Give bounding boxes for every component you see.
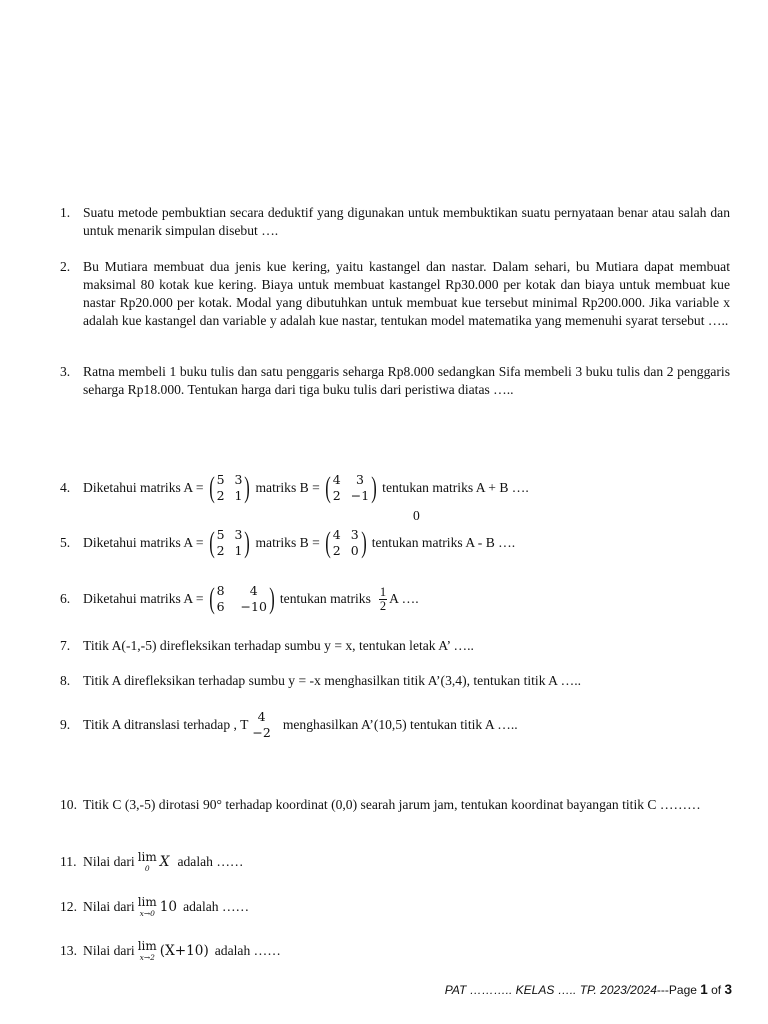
matrix-cell: 3 <box>234 472 243 487</box>
matrix-cell: 2 <box>216 543 225 558</box>
footer-page-current: 1 <box>700 982 708 997</box>
footer-page-total: 3 <box>724 982 732 997</box>
left-paren: ( <box>325 526 331 559</box>
question-number: 5. <box>60 535 71 550</box>
limit-subscript: x→2 <box>139 953 155 962</box>
question-middle: matriks B = <box>255 480 320 495</box>
question-prefix: Nilai dari <box>83 943 135 958</box>
footer-label: PAT ……….. KELAS ….. TP. 2023/2024 <box>444 983 657 997</box>
question-number: 10. <box>60 797 77 812</box>
question-text: Ratna membeli 1 buku tulis dan satu penggaris seharga Rp8.000 sedangkan Sifa membeli 3 buku tulis dan 2 penggaris seharga Rp18.000. Tentukan harga dari tiga buku tulis dari peristiwa diatas ….. <box>83 364 730 397</box>
limit-word: lim <box>137 939 157 953</box>
question-9 <box>60 705 518 745</box>
question-number: 6. <box>60 591 71 606</box>
left-paren: ( <box>208 582 215 615</box>
page-footer <box>445 982 732 997</box>
question-prefix: Diketahui matriks A = <box>83 535 204 550</box>
left-paren: ( <box>325 471 331 504</box>
matrix-b <box>323 471 379 505</box>
question-text: Bu Mutiara membuat dua jenis kue kering, yaitu kastangel dan nastar. Dalam sehari, bu Mutiara dapat membuat maksimal 80 kotak kue kering. Biaya untuk membuat kastangel Rp30.000 per kotak dan biaya untuk membuat kue nastar Rp20.000 per kotak. Modal yang dibutuhkan untuk membuat kue tersebut minimal Rp200.000. Jika variable x adalah kue kastangel dan variable y adalah kue nastar, tentukan model matematika yang memenuhi syarat tersebut ….. <box>83 259 730 328</box>
matrix-a <box>207 471 253 505</box>
question-2 <box>60 258 730 330</box>
question-suffix: adalah …… <box>177 854 244 869</box>
question-13 <box>60 931 281 971</box>
question-prefix: Diketahui matriks A = <box>83 591 204 606</box>
limit-subscript: 0 <box>144 864 150 873</box>
question-text: Titik C (3,-5) dirotasi 90° terhadap koordinat (0,0) searah jarum jam, tentukan koordinat bayangan titik C ……… <box>83 797 701 812</box>
matrix-b <box>323 526 369 560</box>
stray-zero: 0 <box>413 508 420 523</box>
fraction-denominator: 2 <box>379 598 387 613</box>
question-prefix: Nilai dari <box>83 899 135 914</box>
question-6 <box>60 579 419 619</box>
vector-bottom: −2 <box>252 725 271 740</box>
question-number: 11. <box>60 854 77 869</box>
question-number: 12. <box>60 899 77 914</box>
matrix-cell: 3 <box>355 472 364 487</box>
right-paren: ) <box>371 471 377 504</box>
matrix-cell: 1 <box>234 543 243 558</box>
question-number: 13. <box>60 943 77 958</box>
question-3 <box>60 363 730 399</box>
matrix-cell: 2 <box>332 543 341 558</box>
left-paren: ( <box>208 471 215 504</box>
question-suffix: adalah …… <box>214 943 281 958</box>
question-5 <box>60 523 515 563</box>
translation-vector <box>252 709 270 741</box>
matrix-cell: 3 <box>350 527 359 542</box>
limit-operator <box>138 896 157 918</box>
question-7 <box>60 637 730 655</box>
question-middle: tentukan matriks <box>279 591 371 606</box>
left-paren: ( <box>208 526 215 559</box>
footer-page-word: Page <box>668 983 697 997</box>
fraction <box>379 586 387 613</box>
matrix-cell: 3 <box>234 527 243 542</box>
footer-dashes: --- <box>656 983 669 997</box>
matrix-cell: 2 <box>216 488 225 503</box>
question-text: Titik A direfleksikan terhadap sumbu y = -x menghasilkan titik A’(3,4), tentukan titik A ….. <box>83 673 582 688</box>
question-number: 7. <box>60 638 71 653</box>
question-text: Suatu metode pembuktian secara deduktif yang digunakan untuk membuktikan suatu pernyataan benar atau salah dan untuk menarik simpulan disebut …. <box>83 205 730 238</box>
matrix-cell: 2 <box>332 488 341 503</box>
question-middle: matriks B = <box>255 535 320 550</box>
question-8 <box>60 672 730 690</box>
question-12 <box>60 887 249 927</box>
matrix-cell: 4 <box>249 583 258 598</box>
right-paren: ) <box>244 471 251 504</box>
question-suffix: adalah …… <box>183 899 250 914</box>
matrix-cell: 1 <box>234 488 243 503</box>
right-paren: ) <box>244 526 251 559</box>
question-number: 3. <box>60 364 71 379</box>
matrix-cell: 5 <box>216 527 225 542</box>
question-prefix: Diketahui matriks A = <box>83 480 204 495</box>
question-suffix: tentukan matriks A + B …. <box>382 480 529 495</box>
limit-operator <box>138 940 157 962</box>
limit-word: lim <box>137 895 157 909</box>
question-11 <box>60 842 244 882</box>
limit-subscript: x→0 <box>139 909 155 918</box>
question-number: 8. <box>60 673 71 688</box>
matrix-cell: 5 <box>216 472 225 487</box>
matrix-a <box>207 582 277 616</box>
question-prefix: Titik A ditranslasi terhadap , T <box>83 717 249 732</box>
footer-of-word: of <box>711 983 722 997</box>
right-paren: ) <box>360 526 367 559</box>
matrix-a <box>207 526 253 560</box>
question-suffix: tentukan matriks A - B …. <box>371 535 516 550</box>
matrix-cell: 8 <box>216 583 225 598</box>
question-suffix: A …. <box>389 591 419 606</box>
question-number: 1. <box>60 205 71 220</box>
matrix-cell: 4 <box>332 472 341 487</box>
question-10 <box>60 796 730 814</box>
limit-expression: X <box>159 854 170 870</box>
question-number: 9. <box>60 717 71 732</box>
question-4 <box>60 468 529 508</box>
limit-operator <box>138 851 157 873</box>
matrix-cell: 6 <box>216 599 225 614</box>
question-text: Titik A(-1,-5) direfleksikan terhadap sumbu y = x, tentukan letak A’ ….. <box>83 638 474 653</box>
matrix-cell: 4 <box>332 527 341 542</box>
limit-expression: 10 <box>159 899 178 915</box>
fraction-numerator: 1 <box>379 584 387 599</box>
right-paren: ) <box>269 582 275 615</box>
question-1 <box>60 204 730 240</box>
matrix-cell: 0 <box>350 543 359 558</box>
limit-expression: (X+10) <box>159 943 209 959</box>
question-suffix: menghasilkan A’(10,5) tentukan titik A ….. <box>282 717 518 732</box>
question-number: 4. <box>60 480 71 495</box>
matrix-cell: −1 <box>350 488 370 503</box>
question-prefix: Nilai dari <box>83 854 135 869</box>
question-number: 2. <box>60 259 71 274</box>
matrix-cell: −10 <box>240 599 267 614</box>
limit-word: lim <box>137 850 157 864</box>
vector-top: 4 <box>257 709 266 724</box>
